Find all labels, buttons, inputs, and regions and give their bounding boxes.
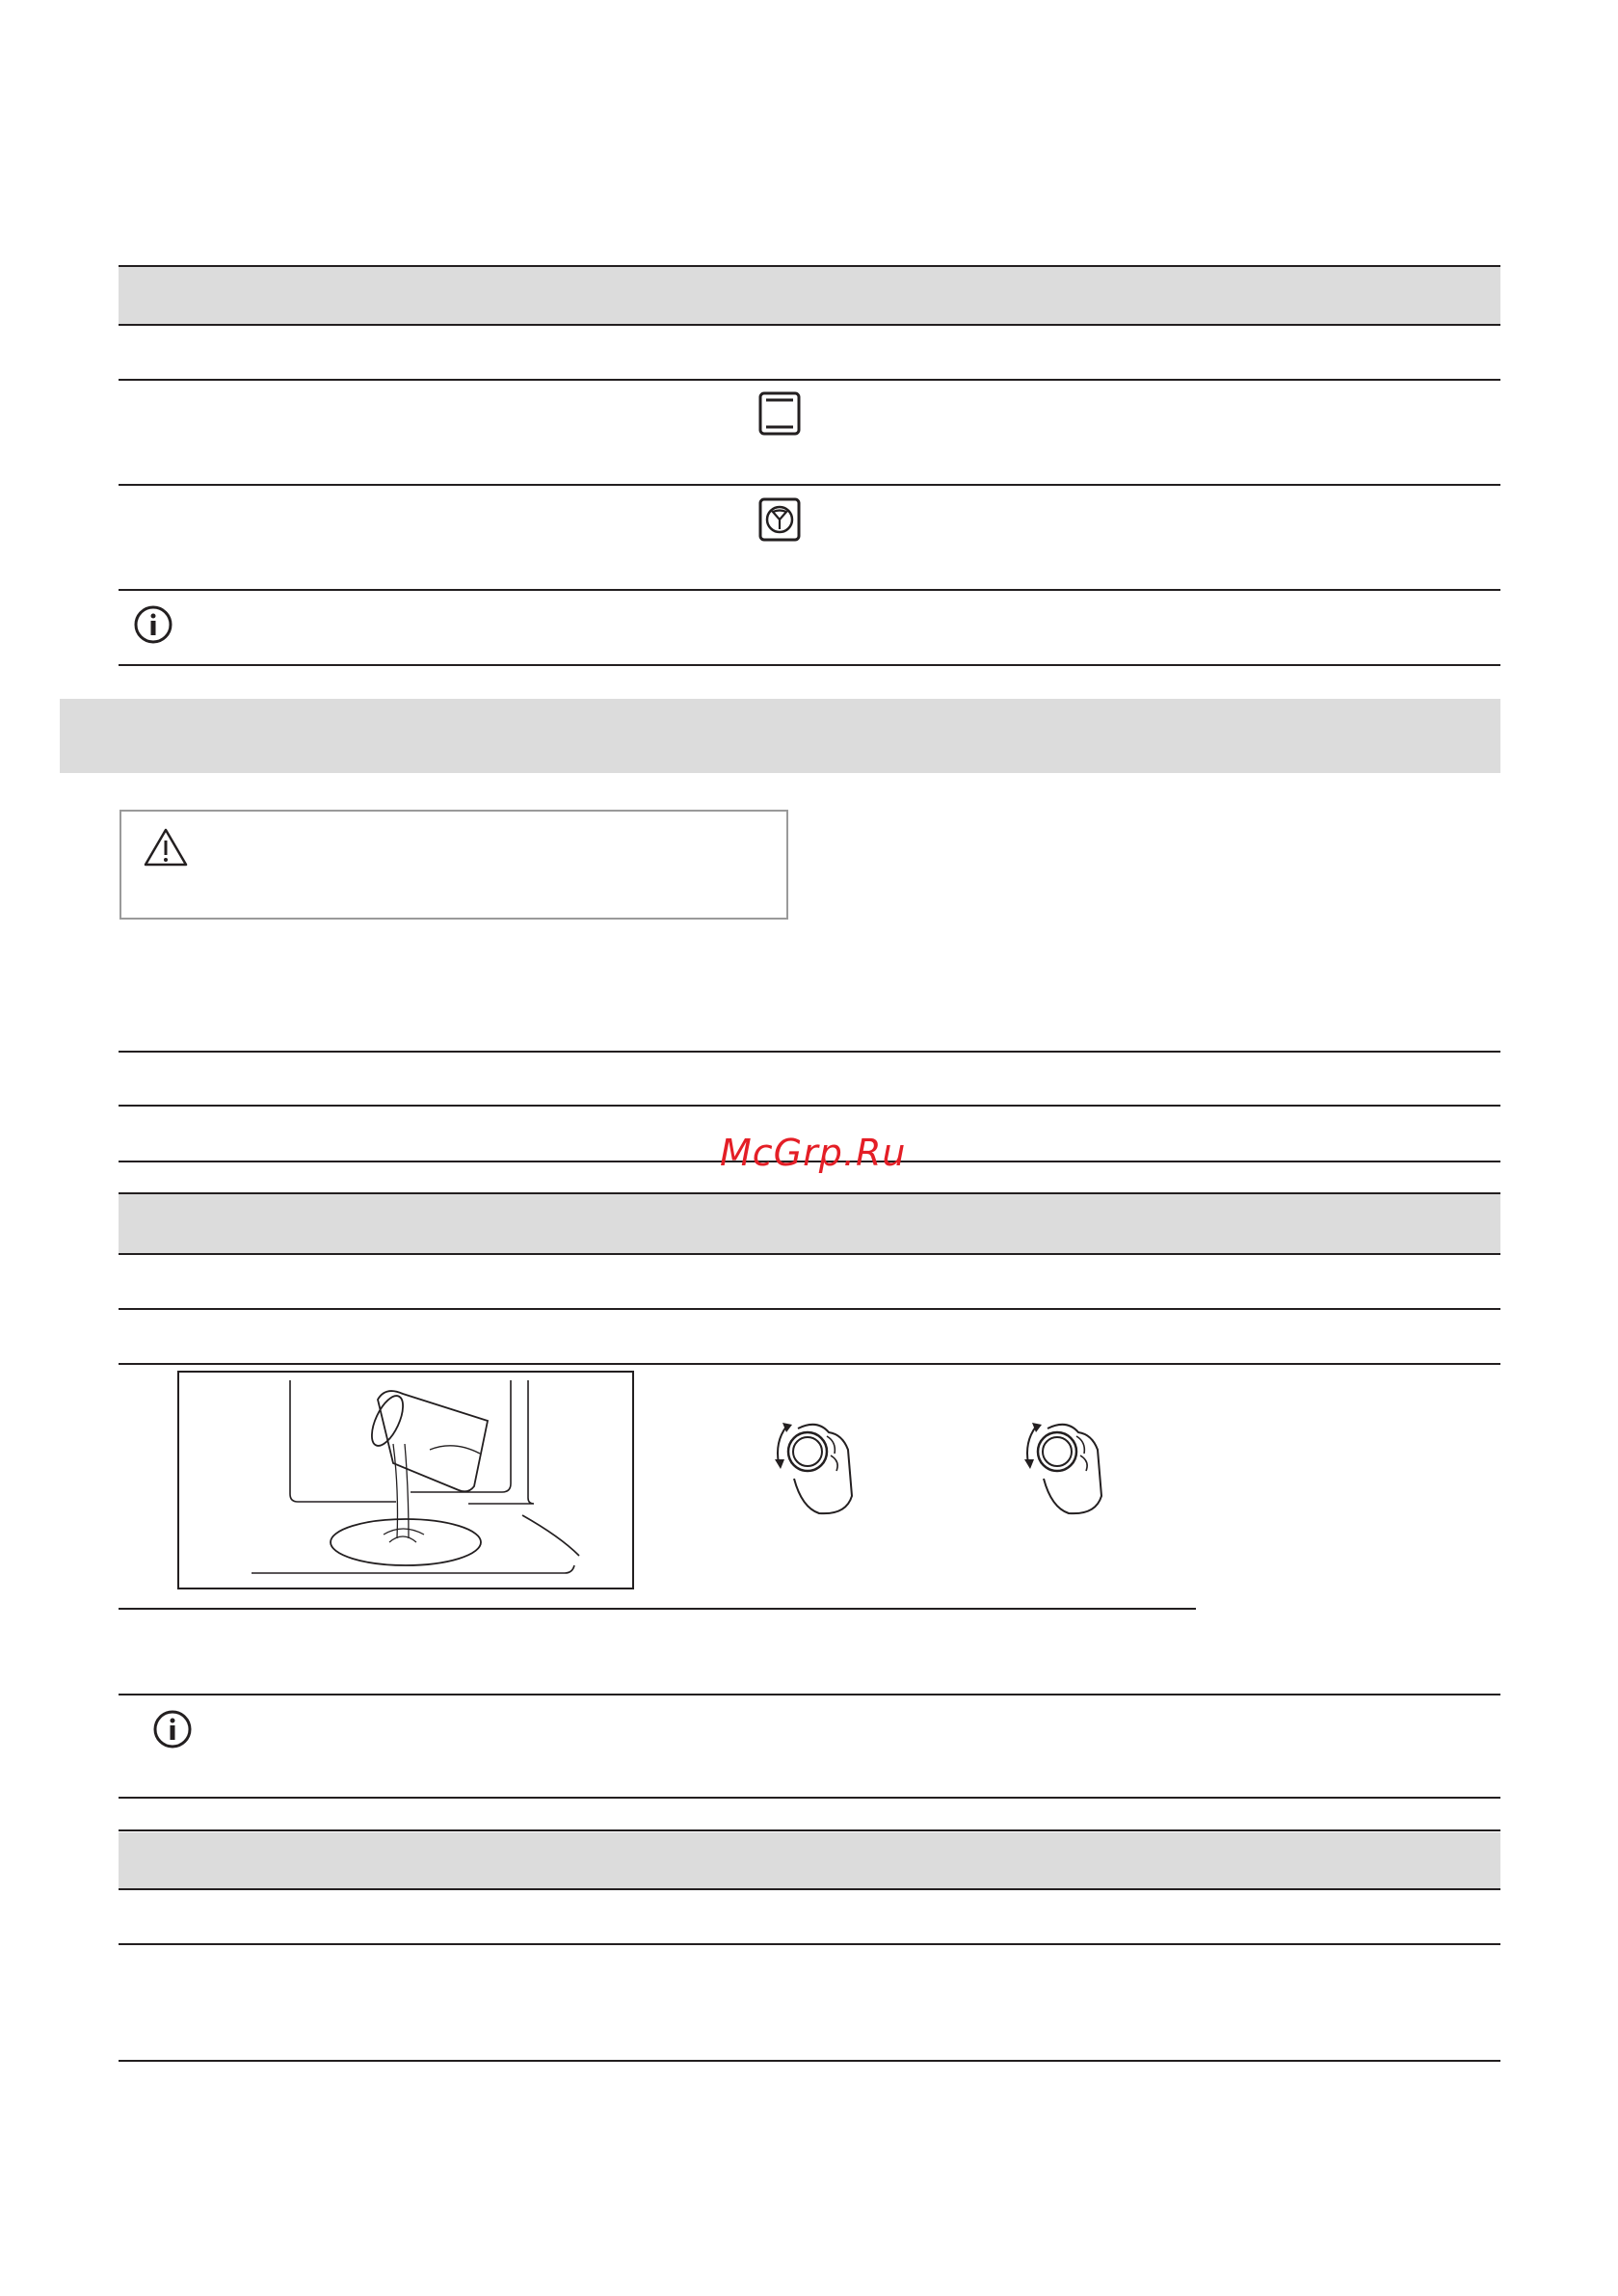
table3-header-rule xyxy=(119,1253,1500,1255)
table1-top-rule xyxy=(119,265,1500,267)
info-icon xyxy=(152,1709,193,1749)
table3-row-rule xyxy=(119,1363,1500,1365)
section-heading-band xyxy=(60,699,1500,773)
rotary-knob-icon xyxy=(759,1407,875,1542)
warning-triangle-icon xyxy=(143,827,189,868)
info-icon xyxy=(133,604,173,645)
table3-header-band xyxy=(119,1194,1500,1254)
table4-bottom-rule xyxy=(119,2060,1500,2062)
table1-row-rule xyxy=(119,379,1500,381)
note-bottom-rule xyxy=(119,1797,1500,1799)
table1-row-rule xyxy=(119,484,1500,486)
watermark: McGrp.Ru xyxy=(720,1132,907,1174)
table1-bottom-rule xyxy=(119,664,1500,666)
table2-rule xyxy=(119,1051,1500,1053)
table1-header-rule xyxy=(119,324,1500,326)
table4-header-rule xyxy=(119,1888,1500,1890)
note-top-rule xyxy=(119,1694,1500,1695)
water-pouring-illustration xyxy=(177,1371,634,1589)
table1-header-band xyxy=(119,267,1500,325)
table3-top-rule xyxy=(119,1192,1500,1194)
table3-row-rule xyxy=(119,1308,1500,1310)
rotary-knob-icon xyxy=(1009,1407,1125,1542)
table4-top-rule xyxy=(119,1829,1500,1831)
oven-top-bottom-heat-icon xyxy=(758,391,801,436)
figure-bottom-rule xyxy=(119,1608,1196,1610)
table4-row-rule xyxy=(119,1943,1500,1945)
table2-rule xyxy=(119,1105,1500,1107)
table4-header-band xyxy=(119,1832,1500,1889)
oven-fan-function-icon xyxy=(758,497,801,542)
table1-row-rule xyxy=(119,589,1500,591)
warning-box xyxy=(119,810,788,920)
